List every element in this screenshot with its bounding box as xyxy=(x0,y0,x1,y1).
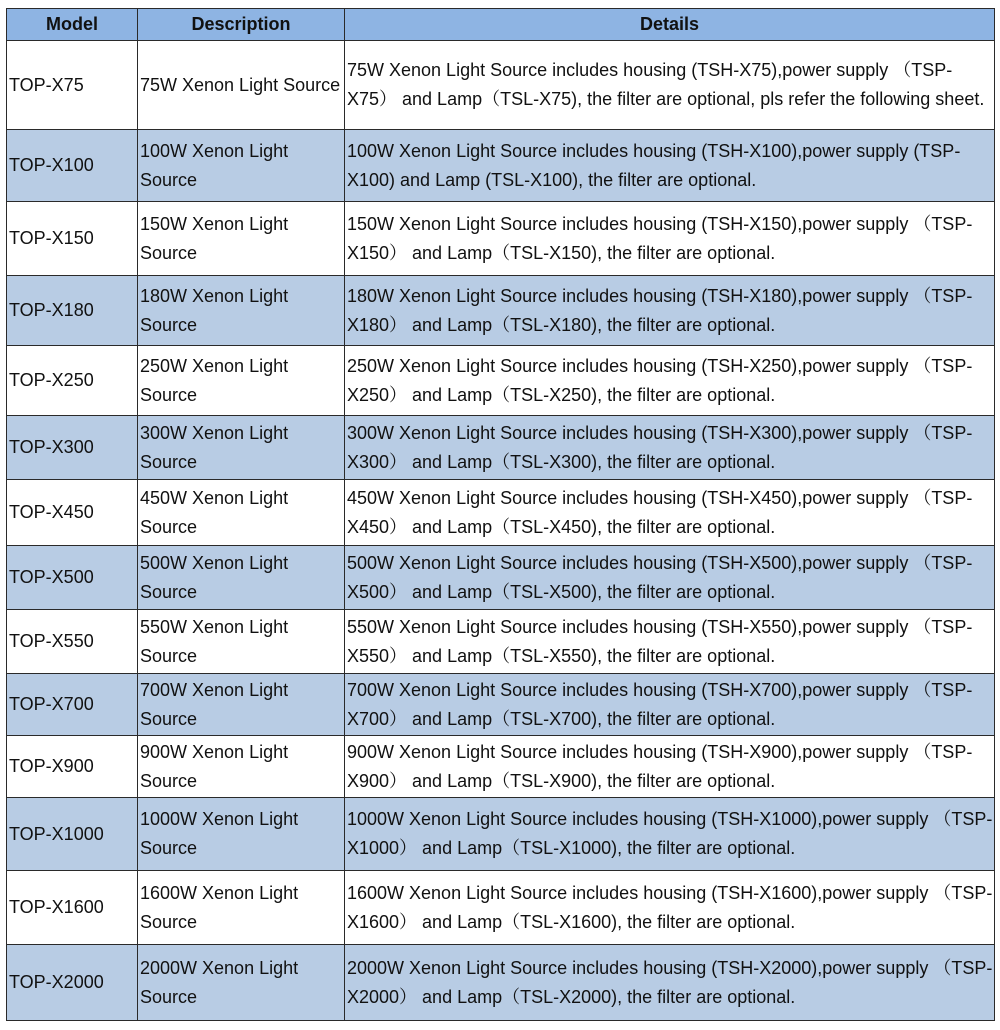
table-row xyxy=(7,945,995,1021)
header-row xyxy=(7,9,995,41)
header-model: Model xyxy=(7,9,138,41)
description-cell: 1600W Xenon Light Source xyxy=(138,871,345,945)
model-cell: TOP-X450 xyxy=(7,480,138,546)
model-cell: TOP-X75 xyxy=(7,41,138,130)
header-details: Details xyxy=(345,9,995,41)
details-cell: 180W Xenon Light Source includes housing (TSH-X180),power supply （TSP-X180） and Lamp（TSL-X180), the filter are optional. xyxy=(345,276,995,346)
description-cell: 2000W Xenon Light Source xyxy=(138,945,345,1021)
model-cell: TOP-X1000 xyxy=(7,798,138,871)
spec-table-container xyxy=(6,8,994,1021)
model-cell: TOP-X550 xyxy=(7,610,138,674)
xenon-light-source-table xyxy=(6,8,995,1021)
details-cell: 250W Xenon Light Source includes housing (TSH-X250),power supply （TSP-X250） and Lamp（TSL-X250), the filter are optional. xyxy=(345,346,995,416)
table-row xyxy=(7,610,995,674)
description-cell: 500W Xenon Light Source xyxy=(138,546,345,610)
table-row xyxy=(7,546,995,610)
details-cell: 75W Xenon Light Source includes housing (TSH-X75),power supply （TSP-X75） and Lamp（TSL-X75), the filter are optional, pls refer the following sheet. xyxy=(345,41,995,130)
model-cell: TOP-X1600 xyxy=(7,871,138,945)
model-cell: TOP-X150 xyxy=(7,202,138,276)
details-cell: 900W Xenon Light Source includes housing (TSH-X900),power supply （TSP-X900） and Lamp（TSL-X900), the filter are optional. xyxy=(345,736,995,798)
table-row xyxy=(7,202,995,276)
description-cell: 180W Xenon Light Source xyxy=(138,276,345,346)
description-cell: 75W Xenon Light Source xyxy=(138,41,345,130)
model-cell: TOP-X500 xyxy=(7,546,138,610)
details-cell: 300W Xenon Light Source includes housing (TSH-X300),power supply （TSP-X300） and Lamp（TSL-X300), the filter are optional. xyxy=(345,416,995,480)
details-cell: 450W Xenon Light Source includes housing (TSH-X450),power supply （TSP-X450） and Lamp（TSL-X450), the filter are optional. xyxy=(345,480,995,546)
description-cell: 150W Xenon Light Source xyxy=(138,202,345,276)
model-cell: TOP-X700 xyxy=(7,674,138,736)
details-cell: 150W Xenon Light Source includes housing (TSH-X150),power supply （TSP-X150） and Lamp（TSL-X150), the filter are optional. xyxy=(345,202,995,276)
table-row xyxy=(7,480,995,546)
model-cell: TOP-X2000 xyxy=(7,945,138,1021)
description-cell: 250W Xenon Light Source xyxy=(138,346,345,416)
table-header xyxy=(7,9,995,41)
table-row xyxy=(7,736,995,798)
model-cell: TOP-X900 xyxy=(7,736,138,798)
table-row xyxy=(7,798,995,871)
table-row xyxy=(7,41,995,130)
description-cell: 1000W Xenon Light Source xyxy=(138,798,345,871)
description-cell: 450W Xenon Light Source xyxy=(138,480,345,546)
description-cell: 100W Xenon Light Source xyxy=(138,130,345,202)
table-row xyxy=(7,416,995,480)
details-cell: 700W Xenon Light Source includes housing (TSH-X700),power supply （TSP-X700） and Lamp（TSL-X700), the filter are optional. xyxy=(345,674,995,736)
model-cell: TOP-X180 xyxy=(7,276,138,346)
description-cell: 900W Xenon Light Source xyxy=(138,736,345,798)
details-cell: 100W Xenon Light Source includes housing (TSH-X100),power supply (TSP-X100) and Lamp (TSL-X100), the filter are optional. xyxy=(345,130,995,202)
details-cell: 1000W Xenon Light Source includes housing (TSH-X1000),power supply （TSP-X1000） and Lamp（TSL-X1000), the filter are optional. xyxy=(345,798,995,871)
table-row xyxy=(7,871,995,945)
table-row xyxy=(7,130,995,202)
table-row xyxy=(7,346,995,416)
model-cell: TOP-X100 xyxy=(7,130,138,202)
table-row xyxy=(7,276,995,346)
table-body xyxy=(7,41,995,1021)
header-description: Description xyxy=(138,9,345,41)
model-cell: TOP-X300 xyxy=(7,416,138,480)
details-cell: 550W Xenon Light Source includes housing (TSH-X550),power supply （TSP-X550） and Lamp（TSL-X550), the filter are optional. xyxy=(345,610,995,674)
description-cell: 300W Xenon Light Source xyxy=(138,416,345,480)
table-row xyxy=(7,674,995,736)
description-cell: 550W Xenon Light Source xyxy=(138,610,345,674)
details-cell: 1600W Xenon Light Source includes housing (TSH-X1600),power supply （TSP-X1600） and Lamp（TSL-X1600), the filter are optional. xyxy=(345,871,995,945)
model-cell: TOP-X250 xyxy=(7,346,138,416)
details-cell: 500W Xenon Light Source includes housing (TSH-X500),power supply （TSP-X500） and Lamp（TSL-X500), the filter are optional. xyxy=(345,546,995,610)
details-cell: 2000W Xenon Light Source includes housing (TSH-X2000),power supply （TSP-X2000） and Lamp（TSL-X2000), the filter are optional. xyxy=(345,945,995,1021)
description-cell: 700W Xenon Light Source xyxy=(138,674,345,736)
